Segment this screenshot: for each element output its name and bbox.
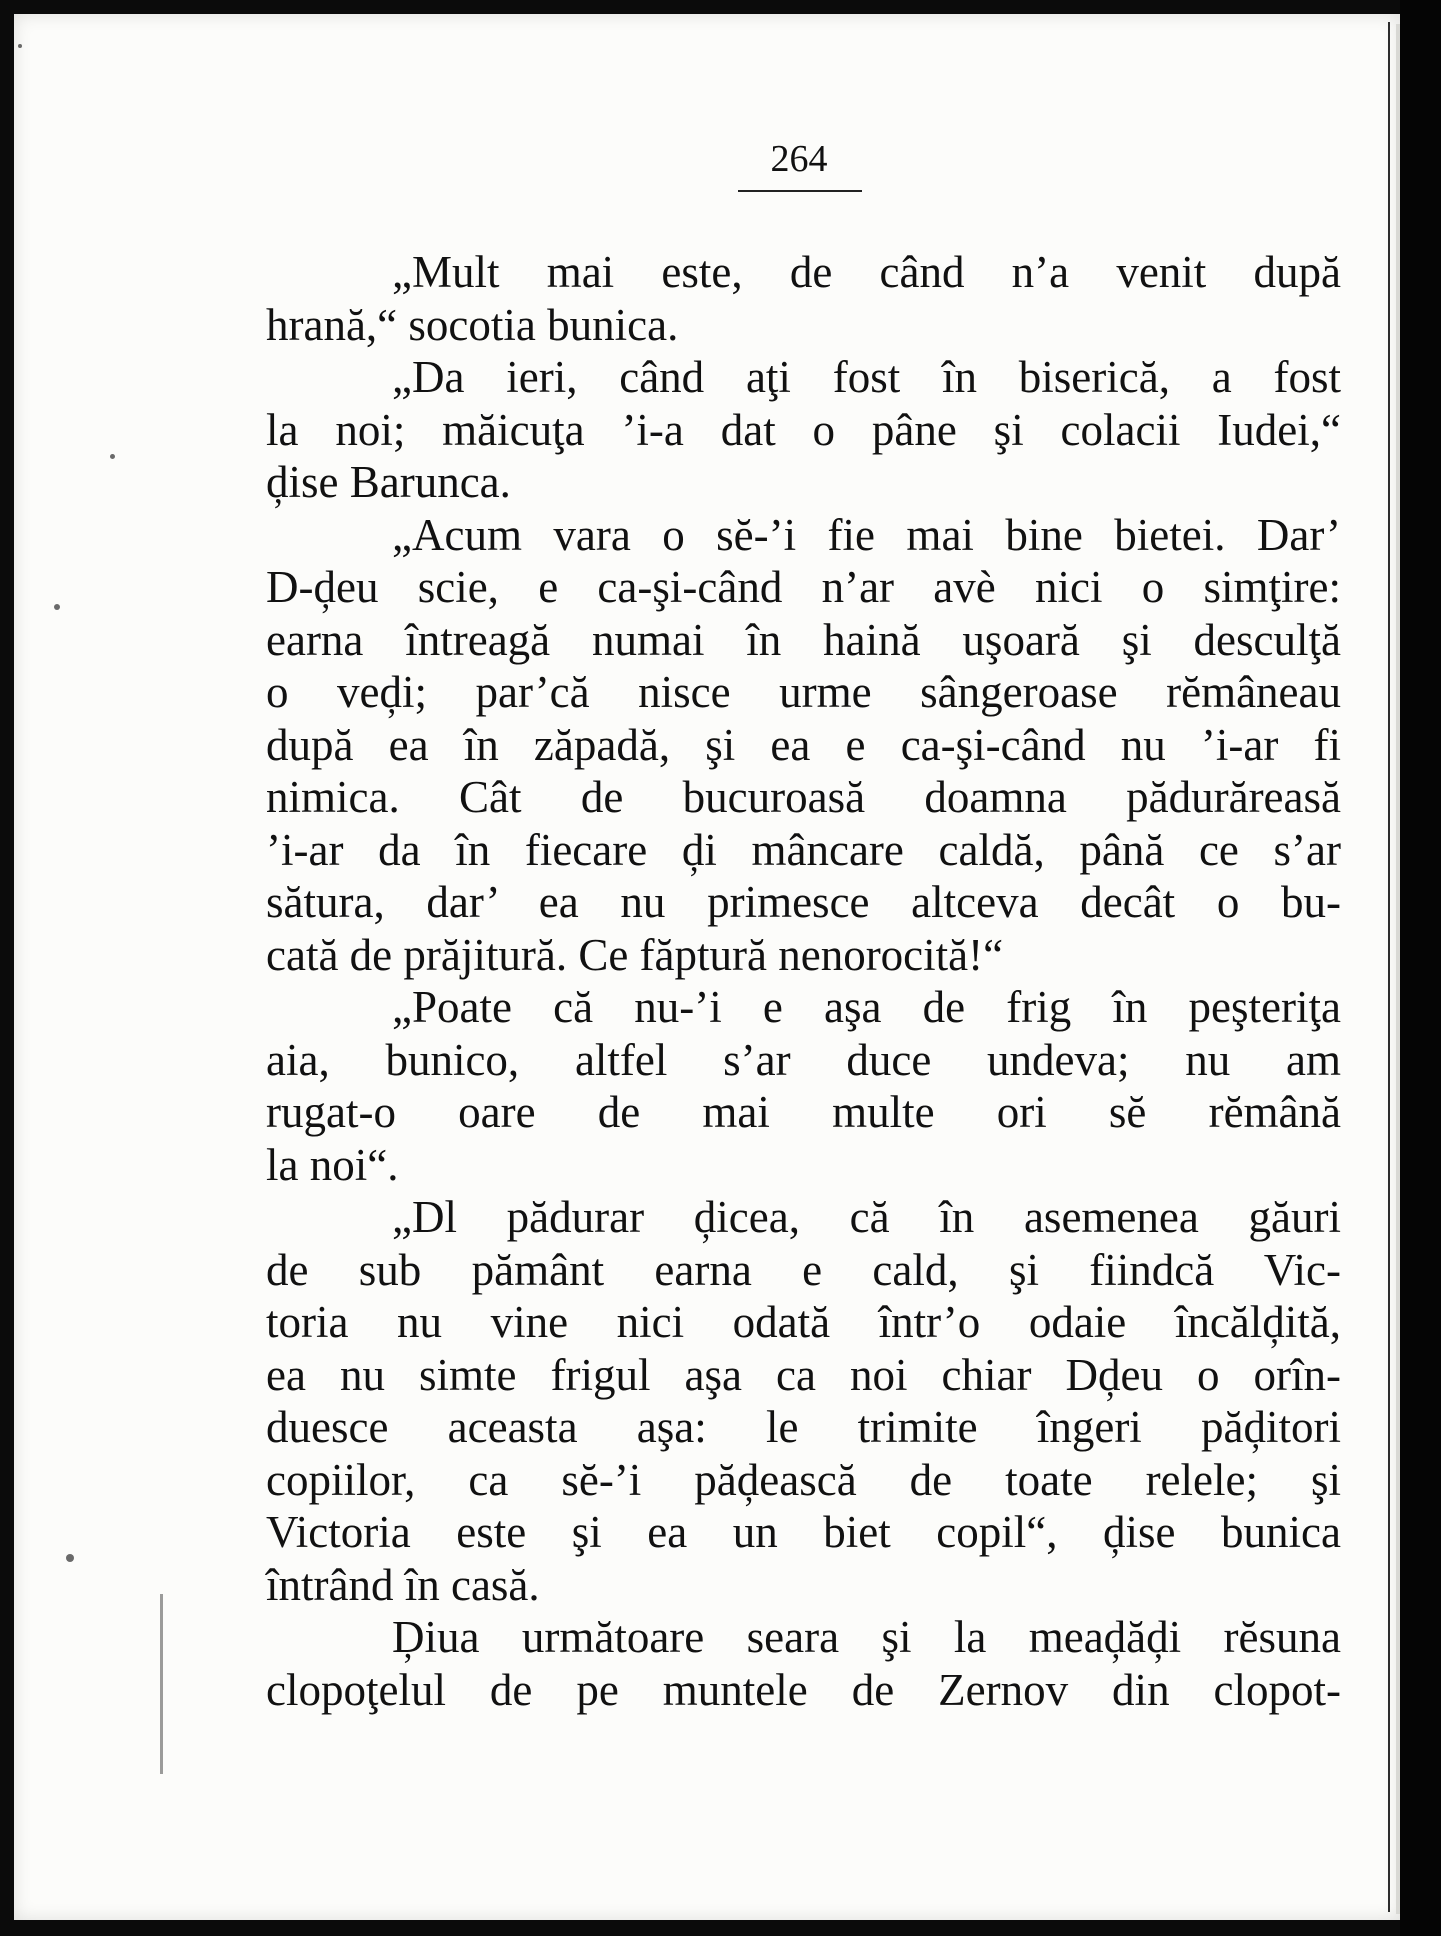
text-line: „Poate că nu-’i e aşa de frig în peşteriţa [392,982,1341,1032]
page-right-edge [1396,24,1400,1914]
text-line: ea nu simte frigul aşa ca noi chiar Dḑeu o orîn- [266,1349,1341,1400]
text-line: Victoria este şi ea un biet copil“, ḑise bunica [266,1507,1341,1557]
text-line: ḑise Barunca. [266,457,511,507]
text-line: aia, bunico, altfel s’ar duce undeva; nu am [266,1034,1341,1085]
right-dark-margin [1400,0,1441,1936]
text-line: duesce aceasta aşa: le trimite îngeri păḑitori [266,1402,1341,1452]
margin-speck [66,1554,74,1562]
margin-streak [160,1594,163,1774]
text-line: hrană,“ socotia bunica. [266,299,679,350]
text-line: „Da ieri, când aţi fost în biserică, a fost [392,352,1341,402]
text-line: cată de prăjitură. Ce făptură nenorocită!“ [266,929,1004,980]
text-line: Ḑiua următoare seara şi la meaḑăḑi rĕsuna [392,1612,1341,1662]
page-inner-edge [1388,22,1390,1912]
text-line: copiilor, ca sĕ-’i păḑească de toate relele; şi [266,1454,1341,1505]
text-line: de sub pământ earna e cald, şi fiindcă Vic- [266,1244,1341,1295]
text-line: „Mult mai este, de când n’a venit după [392,247,1341,297]
text-line: rugat-o oare de mai multe ori sĕ rĕmână [266,1087,1341,1137]
text-line: sătura, dar’ ea nu primesce altceva decât o bu- [266,877,1341,927]
text-line: la noi; măicuţa ’i-a dat o pâne şi colacii Iudei,“ [266,404,1341,455]
body-text [266,246,1341,1716]
text-line: nimica. Cât de bucuroasă doamna pădurăreasă [266,772,1341,822]
text-line: „Acum vara o sĕ-’i fie mai bine bietei. Dar’ [392,509,1341,560]
page-number-rule [738,190,862,192]
text-line: toria nu vine nici odată într’o odaie încălḑită, [266,1297,1341,1347]
text-line: o veḑi; par’că nisce urme sângeroase rĕmâneau [266,667,1341,717]
page-number: 264 [770,138,828,180]
margin-speck [54,604,60,610]
text-line: clopoţelul de pe muntele de Zernov din clopot- [266,1664,1341,1715]
text-line: după ea în zăpadă, şi ea e ca-şi-când nu ’i-ar fi [266,719,1341,770]
text-line: „Dl pădurar ḑicea, că în asemenea găuri [392,1192,1341,1242]
margin-speck [18,44,22,48]
margin-speck [110,454,115,459]
text-line: întrând în casă. [266,1559,540,1610]
text-line: earna întreagă numai în haină uşoară şi desculţă [266,614,1341,665]
text-line: la noi“. [266,1139,399,1190]
text-line: D-ḑeu scie, e ca-şi-când n’ar avè nici o simţire: [266,562,1341,612]
text-line: ’i-ar da în fiecare ḑi mâncare caldă, până ce s’ar [266,824,1341,875]
